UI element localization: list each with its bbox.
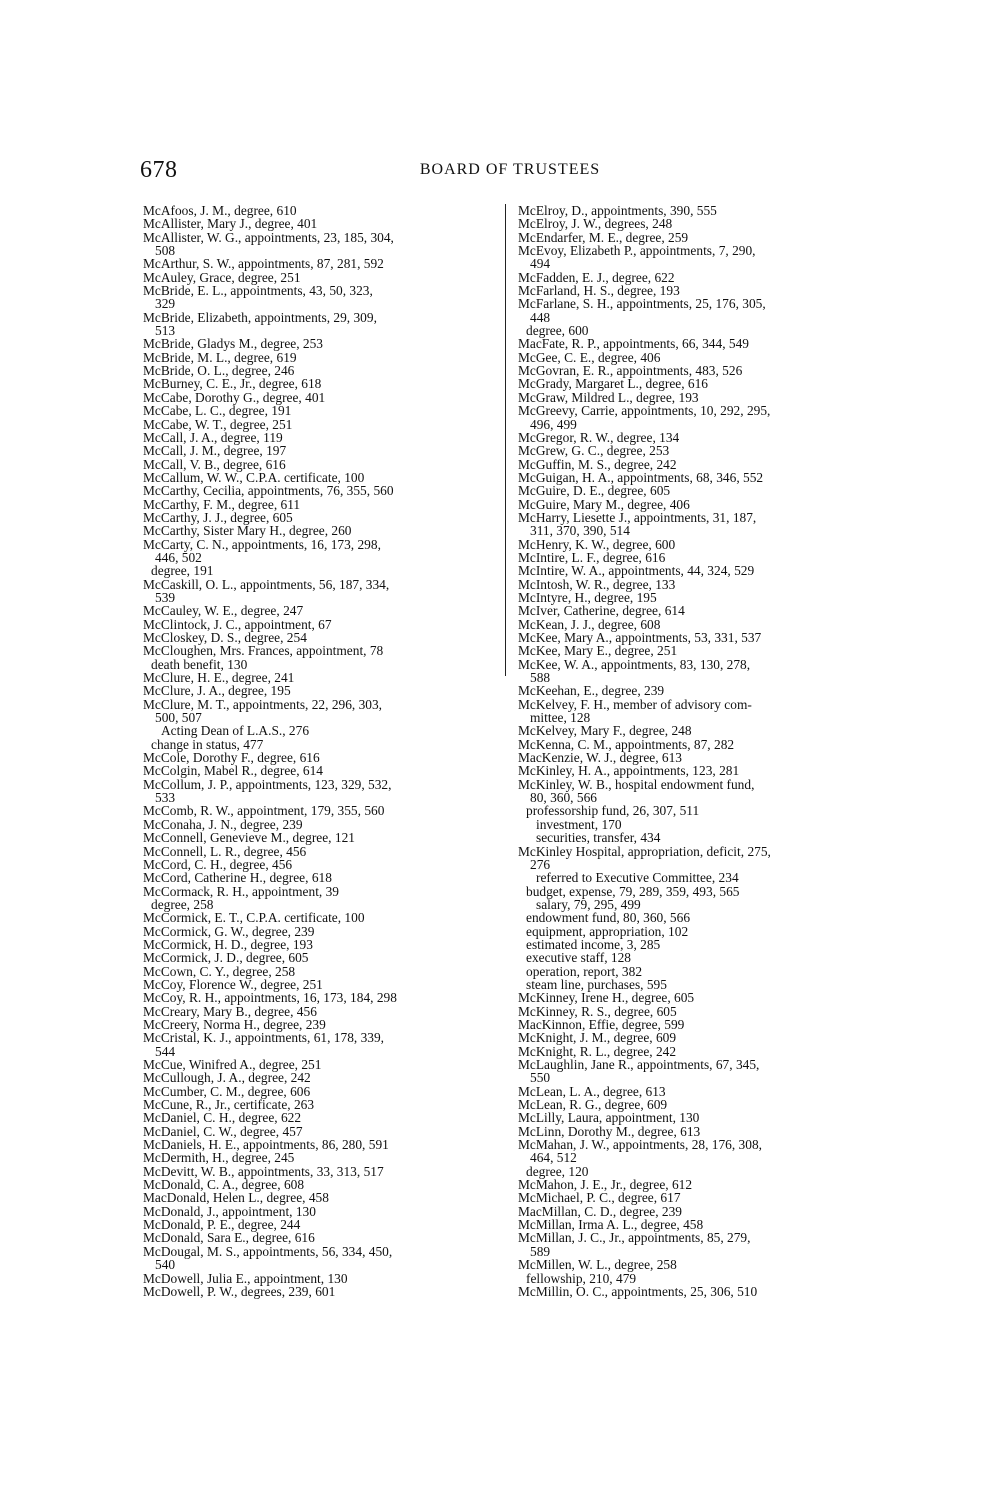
index-entry: McCumber, C. M., degree, 606 (143, 1083, 311, 1099)
index-entry: operation, report, 382 (526, 963, 643, 979)
index-entry: 464, 512 (530, 1150, 577, 1166)
index-entry: McMahan, J. W., appointments, 28, 176, 308, (518, 1137, 762, 1153)
page-header (140, 157, 880, 185)
index-entry: McGreevy, Carrie, appointments, 10, 292, 295, (518, 403, 771, 419)
index-entry: McCauley, W. E., degree, 247 (143, 603, 304, 619)
index-entry: McBride, E. L., appointments, 43, 50, 323, (143, 283, 373, 299)
index-entry: McCabe, L. C., degree, 191 (143, 403, 292, 419)
index-entry: McMillin, O. C., appointments, 25, 306, 510 (518, 1283, 758, 1299)
index-entry: 550 (530, 1070, 551, 1086)
index-entry: McCollum, J. P., appointments, 123, 329, 532, (143, 776, 392, 792)
index-entry: McCloskey, D. S., degree, 254 (143, 630, 307, 645)
index-entry: McKinley, H. A., appointments, 123, 281 (518, 763, 740, 779)
index-entry: McClintock, J. C., appointment, 67 (143, 616, 332, 632)
index-entry: mittee, 128 (530, 710, 591, 726)
index-entry: McElroy, J. W., degrees, 248 (518, 216, 673, 232)
index-entry: McCormack, R. H., appointment, 39 (143, 883, 339, 899)
index-entry: McKinney, Irene H., degree, 605 (518, 990, 695, 1006)
index-entry: McKeehan, E., degree, 239 (518, 683, 665, 699)
index-entry: McGrew, G. C., degree, 253 (518, 443, 670, 459)
index-entry: equipment, appropriation, 102 (526, 923, 689, 939)
index-entry: 496, 499 (530, 416, 577, 432)
index-entry: McLean, L. A., degree, 613 (518, 1083, 666, 1099)
index-entry: McDonald, C. A., degree, 608 (143, 1177, 305, 1193)
index-entry: MacDonald, Helen L., degree, 458 (143, 1190, 329, 1206)
index-entry: McCoy, Florence W., degree, 251 (143, 976, 323, 992)
index-entry: 446, 502 (155, 549, 202, 565)
index-entry: 513 (155, 323, 176, 339)
column-divider (505, 204, 506, 676)
index-entry: 544 (155, 1043, 176, 1059)
index-entry: 329 (155, 296, 176, 312)
index-entry: McCall, J. M., degree, 197 (143, 443, 287, 459)
index-entry: McConaha, J. N., degree, 239 (143, 816, 303, 832)
index-entry: McCreary, Mary B., degree, 456 (143, 1003, 317, 1019)
index-entry: McCabe, Dorothy G., degree, 401 (143, 389, 326, 405)
index-entry: 539 (155, 589, 176, 605)
index-entry: McAllister, W. G., appointments, 23, 185, 304, (143, 229, 394, 245)
index-entry: professorship fund, 26, 307, 511 (526, 803, 700, 819)
index-entry: McKee, Mary E., degree, 251 (518, 643, 678, 659)
index-entry: McDaniels, H. E., appointments, 86, 280, 591 (143, 1137, 389, 1153)
index-entry: McCabe, W. T., degree, 251 (143, 416, 293, 432)
index-entry: McClure, M. T., appointments, 22, 296, 303, (143, 696, 383, 712)
index-entry: McBride, Elizabeth, appointments, 29, 309, (143, 309, 377, 325)
index-entry: McCune, R., Jr., certificate, 263 (143, 1097, 315, 1113)
index-entry: McDougal, M. S., appointments, 56, 334, 450, (143, 1243, 393, 1259)
index-entry: McMillan, J. C., Jr., appointments, 85, 279, (518, 1230, 751, 1246)
index-entry: investment, 170 (536, 816, 622, 832)
index-entry: estimated income, 3, 285 (526, 936, 661, 952)
index-entry: McGraw, Mildred L., degree, 193 (518, 389, 699, 405)
index-entry: McComb, R. W., appointment, 179, 355, 560 (143, 803, 385, 819)
index-entry: 448 (530, 309, 551, 325)
index-entry: McCall, J. A., degree, 119 (143, 429, 283, 445)
index-entry: McDevitt, W. B., appointments, 33, 313, 517 (143, 1163, 384, 1179)
index-entry: McGuigan, H. A., appointments, 68, 346, 552 (518, 469, 764, 485)
index-entry: 588 (530, 670, 551, 686)
index-entry: McBride, O. L., degree, 246 (143, 363, 295, 379)
index-entry: McGuffin, M. S., degree, 242 (518, 456, 677, 472)
index-entry: 311, 370, 390, 514 (530, 523, 630, 539)
index-entry: 540 (155, 1257, 176, 1273)
index-entry: McAllister, Mary J., degree, 401 (143, 216, 318, 232)
index-entry: McGregor, R. W., degree, 134 (518, 429, 680, 445)
index-entry: McKee, Mary A., appointments, 53, 331, 537 (518, 630, 762, 645)
index-entry: 494 (530, 256, 551, 272)
index-entry: 589 (530, 1243, 551, 1259)
index-entry: McKinley Hospital, appropriation, deficit, 275, (518, 843, 771, 859)
index-entry: McCallum, W. W., C.P.A. certificate, 100 (143, 469, 365, 485)
index-entry: MacFate, R. P., appointments, 66, 344, 549 (518, 336, 749, 352)
index-entry: death benefit, 130 (151, 656, 248, 672)
index-entry: MacKenzie, W. J., degree, 613 (518, 750, 682, 766)
index-entry: McEvoy, Elizabeth P., appointments, 7, 290, (518, 243, 756, 259)
index-entry: McKinley, W. B., hospital endowment fund, (518, 776, 755, 792)
index-entry: McConnell, L. R., degree, 456 (143, 843, 307, 859)
index-entry: McCreery, Norma H., degree, 239 (143, 1016, 326, 1032)
index-entry: McDermith, H., degree, 245 (143, 1150, 295, 1166)
index-entry: McBride, M. L., degree, 619 (143, 349, 297, 365)
index-entry: McCarthy, J. J., degree, 605 (143, 509, 293, 525)
index-entry: McBurney, C. E., Jr., degree, 618 (143, 376, 322, 392)
index-entry: McGee, C. E., degree, 406 (518, 349, 661, 365)
index-entry: McLean, R. G., degree, 609 (518, 1097, 668, 1113)
index-entry: McMichael, P. C., degree, 617 (518, 1190, 681, 1206)
index-entry: McKee, W. A., appointments, 83, 130, 278, (518, 656, 751, 672)
index-entry: salary, 79, 295, 499 (536, 896, 641, 912)
index-entry: McKean, J. J., degree, 608 (518, 616, 661, 632)
index-entry: McDaniel, C. H., degree, 622 (143, 1110, 302, 1126)
index-entry: McCormick, E. T., C.P.A. certificate, 100 (143, 910, 365, 926)
index-entry: McCole, Dorothy F., degree, 616 (143, 750, 320, 766)
index-entry: McAfoos, J. M., degree, 610 (143, 203, 297, 218)
index-entry: McIntire, W. A., appointments, 44, 324, 529 (518, 563, 755, 579)
index-entry: McGuire, Mary M., degree, 406 (518, 496, 690, 512)
index-entry: McDowell, P. W., degrees, 239, 601 (143, 1283, 336, 1299)
index-entry: McGrady, Margaret L., degree, 616 (518, 376, 708, 392)
index-entry: McCall, V. B., degree, 616 (143, 456, 286, 472)
index-entry: securities, transfer, 434 (536, 830, 661, 846)
index-entry: McFarlane, S. H., appointments, 25, 176, 305, (518, 296, 766, 312)
index-entry: McEndarfer, M. E., degree, 259 (518, 229, 689, 245)
index-entry: McIntire, L. F., degree, 616 (518, 549, 666, 565)
index-entry: McDowell, Julia E., appointment, 130 (143, 1270, 348, 1286)
index-entry: McClure, H. E., degree, 241 (143, 670, 295, 686)
index-entry: McIntyre, H., degree, 195 (518, 589, 657, 605)
index-entry: 276 (530, 856, 551, 872)
index-entry: McIver, Catherine, degree, 614 (518, 603, 685, 619)
index-entry: executive staff, 128 (526, 950, 631, 966)
index-column-left (143, 204, 498, 1298)
index-entry: endowment fund, 80, 360, 566 (526, 910, 691, 926)
index-entry: 508 (155, 243, 176, 259)
index-entry: McHarry, Liesette J., appointments, 31, 187, (518, 509, 757, 525)
index-entry: McAuley, Grace, degree, 251 (143, 269, 301, 285)
index-entry: McKnight, R. L., degree, 242 (518, 1043, 677, 1059)
index-entry: McKelvey, F. H., member of advisory com- (518, 696, 752, 712)
index-entry: McDonald, Sara E., degree, 616 (143, 1230, 315, 1246)
index-entry: McIntosh, W. R., degree, 133 (518, 576, 676, 592)
index-entry: McCarty, C. N., appointments, 16, 173, 298, (143, 536, 381, 552)
index-entry: 80, 360, 566 (530, 790, 597, 806)
index-entry: 533 (155, 790, 176, 806)
index-entry: McFarland, H. S., degree, 193 (518, 283, 680, 299)
index-entry: McDaniel, C. W., degree, 457 (143, 1123, 303, 1139)
index-entry: McCormick, H. D., degree, 193 (143, 936, 313, 952)
index-entry: McKinney, R. S., degree, 605 (518, 1003, 677, 1019)
index-entry: McCue, Winifred A., degree, 251 (143, 1057, 322, 1072)
index-entry: McLinn, Dorothy M., degree, 613 (518, 1123, 701, 1139)
index-column-right (518, 204, 870, 1298)
index-entry: change in status, 477 (151, 736, 264, 752)
index-entry: McCaskill, O. L., appointments, 56, 187, 334, (143, 576, 390, 592)
index-entry: McMillan, Irma A. L., degree, 458 (518, 1217, 704, 1233)
index-entry: McArthur, S. W., appointments, 87, 281, 592 (143, 256, 384, 272)
index-entry: McClure, J. A., degree, 195 (143, 683, 291, 699)
index-entry: McCloughen, Mrs. Frances, appointment, 78 (143, 643, 384, 659)
index-entry: fellowship, 210, 479 (526, 1270, 637, 1286)
index-entry: referred to Executive Committee, 234 (536, 870, 739, 886)
index-entry: McGuire, D. E., degree, 605 (518, 483, 671, 499)
index-entry: degree, 120 (526, 1163, 589, 1179)
index-entry: McCoy, R. H., appointments, 16, 173, 184, 298 (143, 990, 397, 1006)
index-entry: McLilly, Laura, appointment, 130 (518, 1110, 700, 1126)
index-entry: degree, 258 (151, 896, 214, 912)
index-entry: budget, expense, 79, 289, 359, 493, 565 (526, 883, 740, 899)
index-entry: McCullough, J. A., degree, 242 (143, 1070, 311, 1086)
index-entry: McGovran, E. R., appointments, 483, 526 (518, 363, 743, 379)
index-entry: MacKinnon, Effie, degree, 599 (518, 1016, 685, 1032)
index-entry: McCristal, K. J., appointments, 61, 178, 339, (143, 1030, 385, 1046)
index-entry: McFadden, E. J., degree, 622 (518, 269, 675, 285)
running-title: BOARD OF TRUSTEES (419, 161, 601, 178)
index-entry: McCarthy, F. M., degree, 611 (143, 496, 301, 512)
index-entry: McCarthy, Sister Mary H., degree, 260 (143, 523, 352, 539)
index-entry: McDonald, P. E., degree, 244 (143, 1217, 301, 1233)
index-entry: 500, 507 (155, 710, 202, 726)
index-entry: McColgin, Mabel R., degree, 614 (143, 763, 323, 779)
index-entry: Acting Dean of L.A.S., 276 (161, 723, 310, 739)
index-entry: MacMillan, C. D., degree, 239 (518, 1203, 682, 1219)
index-entry: McElroy, D., appointments, 390, 555 (518, 203, 717, 218)
index-entry: McMillen, W. L., degree, 258 (518, 1257, 677, 1273)
index-entry: McMahon, J. E., Jr., degree, 612 (518, 1177, 693, 1193)
index-entry: McCord, Catherine H., degree, 618 (143, 870, 332, 886)
index-entry: McCormick, J. D., degree, 605 (143, 950, 309, 966)
index-entry: McCown, C. Y., degree, 258 (143, 963, 296, 979)
index-entry: McCarthy, Cecilia, appointments, 76, 355, 560 (143, 483, 394, 499)
index-entry: McCormick, G. W., degree, 239 (143, 923, 315, 939)
index-entry: steam line, purchases, 595 (526, 976, 667, 992)
index-entry: degree, 191 (151, 563, 214, 579)
index-entry: McCord, C. H., degree, 456 (143, 856, 293, 872)
index-entry: McKelvey, Mary F., degree, 248 (518, 723, 692, 739)
index-entry: McHenry, K. W., degree, 600 (518, 536, 676, 552)
index-entry: McLaughlin, Jane R., appointments, 67, 345, (518, 1057, 760, 1072)
index-entry: degree, 600 (526, 323, 589, 339)
index-entry: McBride, Gladys M., degree, 253 (143, 336, 323, 352)
index-entry: McKenna, C. M., appointments, 87, 282 (518, 736, 735, 752)
index-entry: McConnell, Genevieve M., degree, 121 (143, 830, 355, 846)
index-entry: McKnight, J. M., degree, 609 (518, 1030, 677, 1046)
page-number: 678 (140, 157, 178, 183)
index-entry: McDonald, J., appointment, 130 (143, 1203, 316, 1219)
